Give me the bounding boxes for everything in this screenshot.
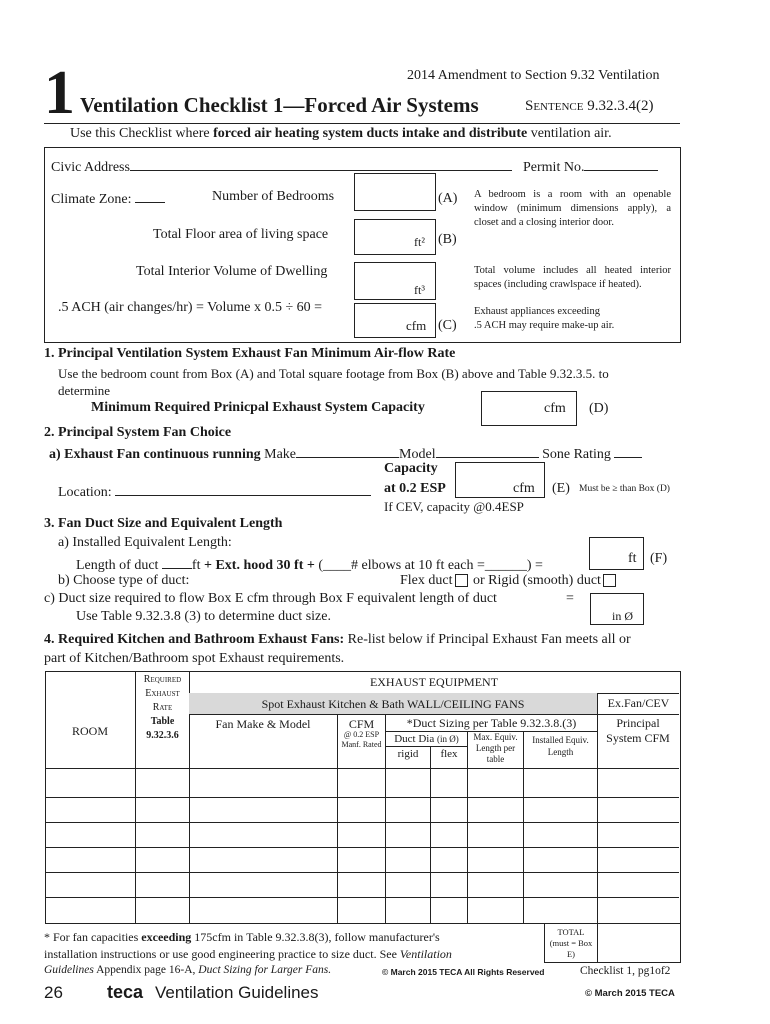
max-equiv-header: Max. Equiv. Length per table bbox=[473, 732, 518, 764]
exhaust-equipment-header: EXHAUST EQUIPMENT bbox=[369, 675, 499, 689]
col-required-rate: Required Exhaust Rate Table 9.32.3.6 bbox=[143, 674, 182, 741]
interior-volume-label: Total Interior Volume of Dwelling bbox=[136, 264, 328, 279]
spot-exhaust-header: Spot Exhaust Kitchen & Bath WALL/CEILING FANS bbox=[261, 697, 525, 711]
flex-duct-checkbox[interactable] bbox=[455, 574, 468, 587]
volume-note: Total volume includes all heated interior spaces (including crawlspace if heated). bbox=[474, 265, 671, 290]
total-label: TOTAL (must = Box E) bbox=[549, 927, 593, 959]
guide-title: Ventilation Guidelines bbox=[155, 983, 319, 1002]
rigid-header: rigid bbox=[397, 748, 419, 760]
flex-header: flex bbox=[440, 748, 458, 760]
floor-area-label: Total Floor area of living space bbox=[153, 227, 329, 242]
cfm-subheader: @ 0.2 ESP Manf. Rated bbox=[341, 730, 382, 749]
duct-size-unit: in Ø bbox=[612, 609, 633, 623]
duct-dia-header: Duct Dia (in Ø) bbox=[394, 733, 459, 745]
total-input[interactable] bbox=[597, 923, 681, 963]
bedrooms-label: Number of Bedrooms bbox=[212, 189, 335, 204]
ft3-unit: ft³ bbox=[414, 283, 425, 297]
box-e-label: (E) bbox=[552, 481, 570, 496]
duct-type-choices: Flex duct or Rigid (smooth) duct bbox=[400, 573, 618, 589]
footnote-copyright: © March 2015 TECA All Rights Reserved bbox=[382, 967, 545, 977]
section3-heading: 3. Fan Duct Size and Equivalent Length bbox=[44, 516, 283, 531]
civic-address-field[interactable]: Civic Address bbox=[51, 156, 512, 176]
section4-heading-2: part of Kitchen/Bathroom spot Exhaust requirements. bbox=[44, 651, 345, 666]
section4-heading: 4. Required Kitchen and Bathroom Exhaust Fans: Re-list below if Principal Exhaust Fan meets all or bbox=[44, 632, 631, 647]
amendment-title: 2014 Amendment to Section 9.32 Ventilation bbox=[407, 68, 660, 83]
use-table-note: Use Table 9.32.3.8 (3) to determine duct size. bbox=[76, 609, 331, 624]
box-f-label: (F) bbox=[650, 551, 668, 566]
title-rule bbox=[44, 123, 680, 124]
cev-note: If CEV, capacity @0.4ESP bbox=[384, 499, 524, 514]
section1-heading: 1. Principal Ventilation System Exhaust Fan Minimum Air-flow Rate bbox=[44, 346, 456, 361]
box-a-label: (A) bbox=[438, 191, 458, 206]
exhaust-note-2: .5 ACH may require make-up air. bbox=[474, 320, 615, 331]
intro-text: Use this Checklist where forced air heating system ducts intake and distribute ventilation air. bbox=[70, 126, 612, 141]
box-b-label: (B) bbox=[438, 232, 457, 247]
cfm-header: CFM bbox=[348, 717, 375, 731]
climate-zone-field[interactable]: Climate Zone: bbox=[51, 188, 165, 208]
checklist-title: Ventilation Checklist 1—Forced Air Systems bbox=[80, 93, 479, 117]
section1-text-2: determine bbox=[58, 383, 110, 398]
duct-size-label: c) Duct size required to flow Box E cfm through Box F equivalent length of duct bbox=[44, 591, 497, 606]
duct-sizing-header: *Duct Sizing per Table 9.32.3.8.(3) bbox=[406, 716, 577, 730]
checklist-page: Checklist 1, pg1of2 bbox=[580, 965, 671, 977]
sentence-reference: Sentence 9.32.3.4(2) bbox=[525, 98, 654, 114]
principal-cfm-header: Principal System CFM bbox=[606, 716, 670, 745]
fan-choice-line[interactable]: a) Exhaust Fan continuous running Make Model Sone Rating bbox=[49, 443, 642, 463]
location-field[interactable]: Location: bbox=[58, 481, 371, 501]
must-be-note: Must be ≥ than Box (D) bbox=[579, 484, 670, 494]
installed-equiv-header: Installed Equiv. Length bbox=[532, 735, 589, 757]
permit-number-field[interactable]: Permit No. bbox=[523, 156, 658, 176]
bedroom-note: A bedroom is a room with an openable window (minimum dimensions apply), a closet and a closing interior door. bbox=[474, 189, 671, 228]
footnote-line-2: installation instructions or use good engineering practice to size duct. See Ventilation bbox=[44, 947, 452, 961]
box-d-cfm: cfm bbox=[544, 401, 566, 416]
box-d-label: (D) bbox=[589, 401, 609, 416]
checklist-number: 1 bbox=[44, 59, 75, 127]
cfm-unit: cfm bbox=[406, 318, 427, 333]
footnote-line-1: * For fan capacities exceeding 175cfm in Table 9.32.3.8(3), follow manufacturer's bbox=[44, 930, 440, 944]
box-c-label: (C) bbox=[438, 318, 457, 333]
footnote-line-3: Guidelines Appendix page 16-A, Duct Sizing for Larger Fans. bbox=[44, 964, 332, 976]
section2-heading: 2. Principal System Fan Choice bbox=[44, 425, 232, 440]
length-formula[interactable]: Length of duct ft + Ext. hood 30 ft + (____# elbows at 10 ft each =______) = bbox=[76, 554, 543, 574]
duct-type-label: b) Choose type of duct: bbox=[58, 573, 190, 588]
ach-formula: .5 ACH (air changes/hr) = Volume x 0.5 ÷ 60 = bbox=[58, 300, 323, 315]
box-e-cfm: cfm bbox=[513, 481, 535, 496]
teca-logo: teca bbox=[107, 982, 144, 1002]
fan-make-header: Fan Make & Model bbox=[215, 717, 311, 731]
box-f-ft: ft bbox=[628, 551, 637, 566]
ex-fan-cev-header: Ex.Fan/CEV bbox=[607, 696, 670, 710]
page-number: 26 bbox=[44, 983, 63, 1002]
col-room: ROOM bbox=[71, 724, 108, 738]
rigid-duct-checkbox[interactable] bbox=[603, 574, 616, 587]
duct-size-equals: = bbox=[566, 591, 574, 606]
exhaust-note-1: Exhaust appliances exceeding bbox=[474, 306, 600, 317]
esp-label: at 0.2 ESP bbox=[384, 481, 446, 496]
installed-length-label: a) Installed Equivalent Length: bbox=[58, 535, 232, 550]
section1-text-1: Use the bedroom count from Box (A) and Total square footage from Box (B) above and Table 9.32.3.5. to bbox=[58, 366, 609, 381]
footer-copyright: © March 2015 TECA bbox=[585, 988, 675, 999]
min-capacity-label: Minimum Required Prinicpal Exhaust System Capacity bbox=[91, 400, 425, 415]
capacity-label: Capacity bbox=[384, 461, 438, 476]
box-a-input[interactable] bbox=[354, 173, 436, 211]
ft2-unit: ft² bbox=[414, 235, 425, 249]
